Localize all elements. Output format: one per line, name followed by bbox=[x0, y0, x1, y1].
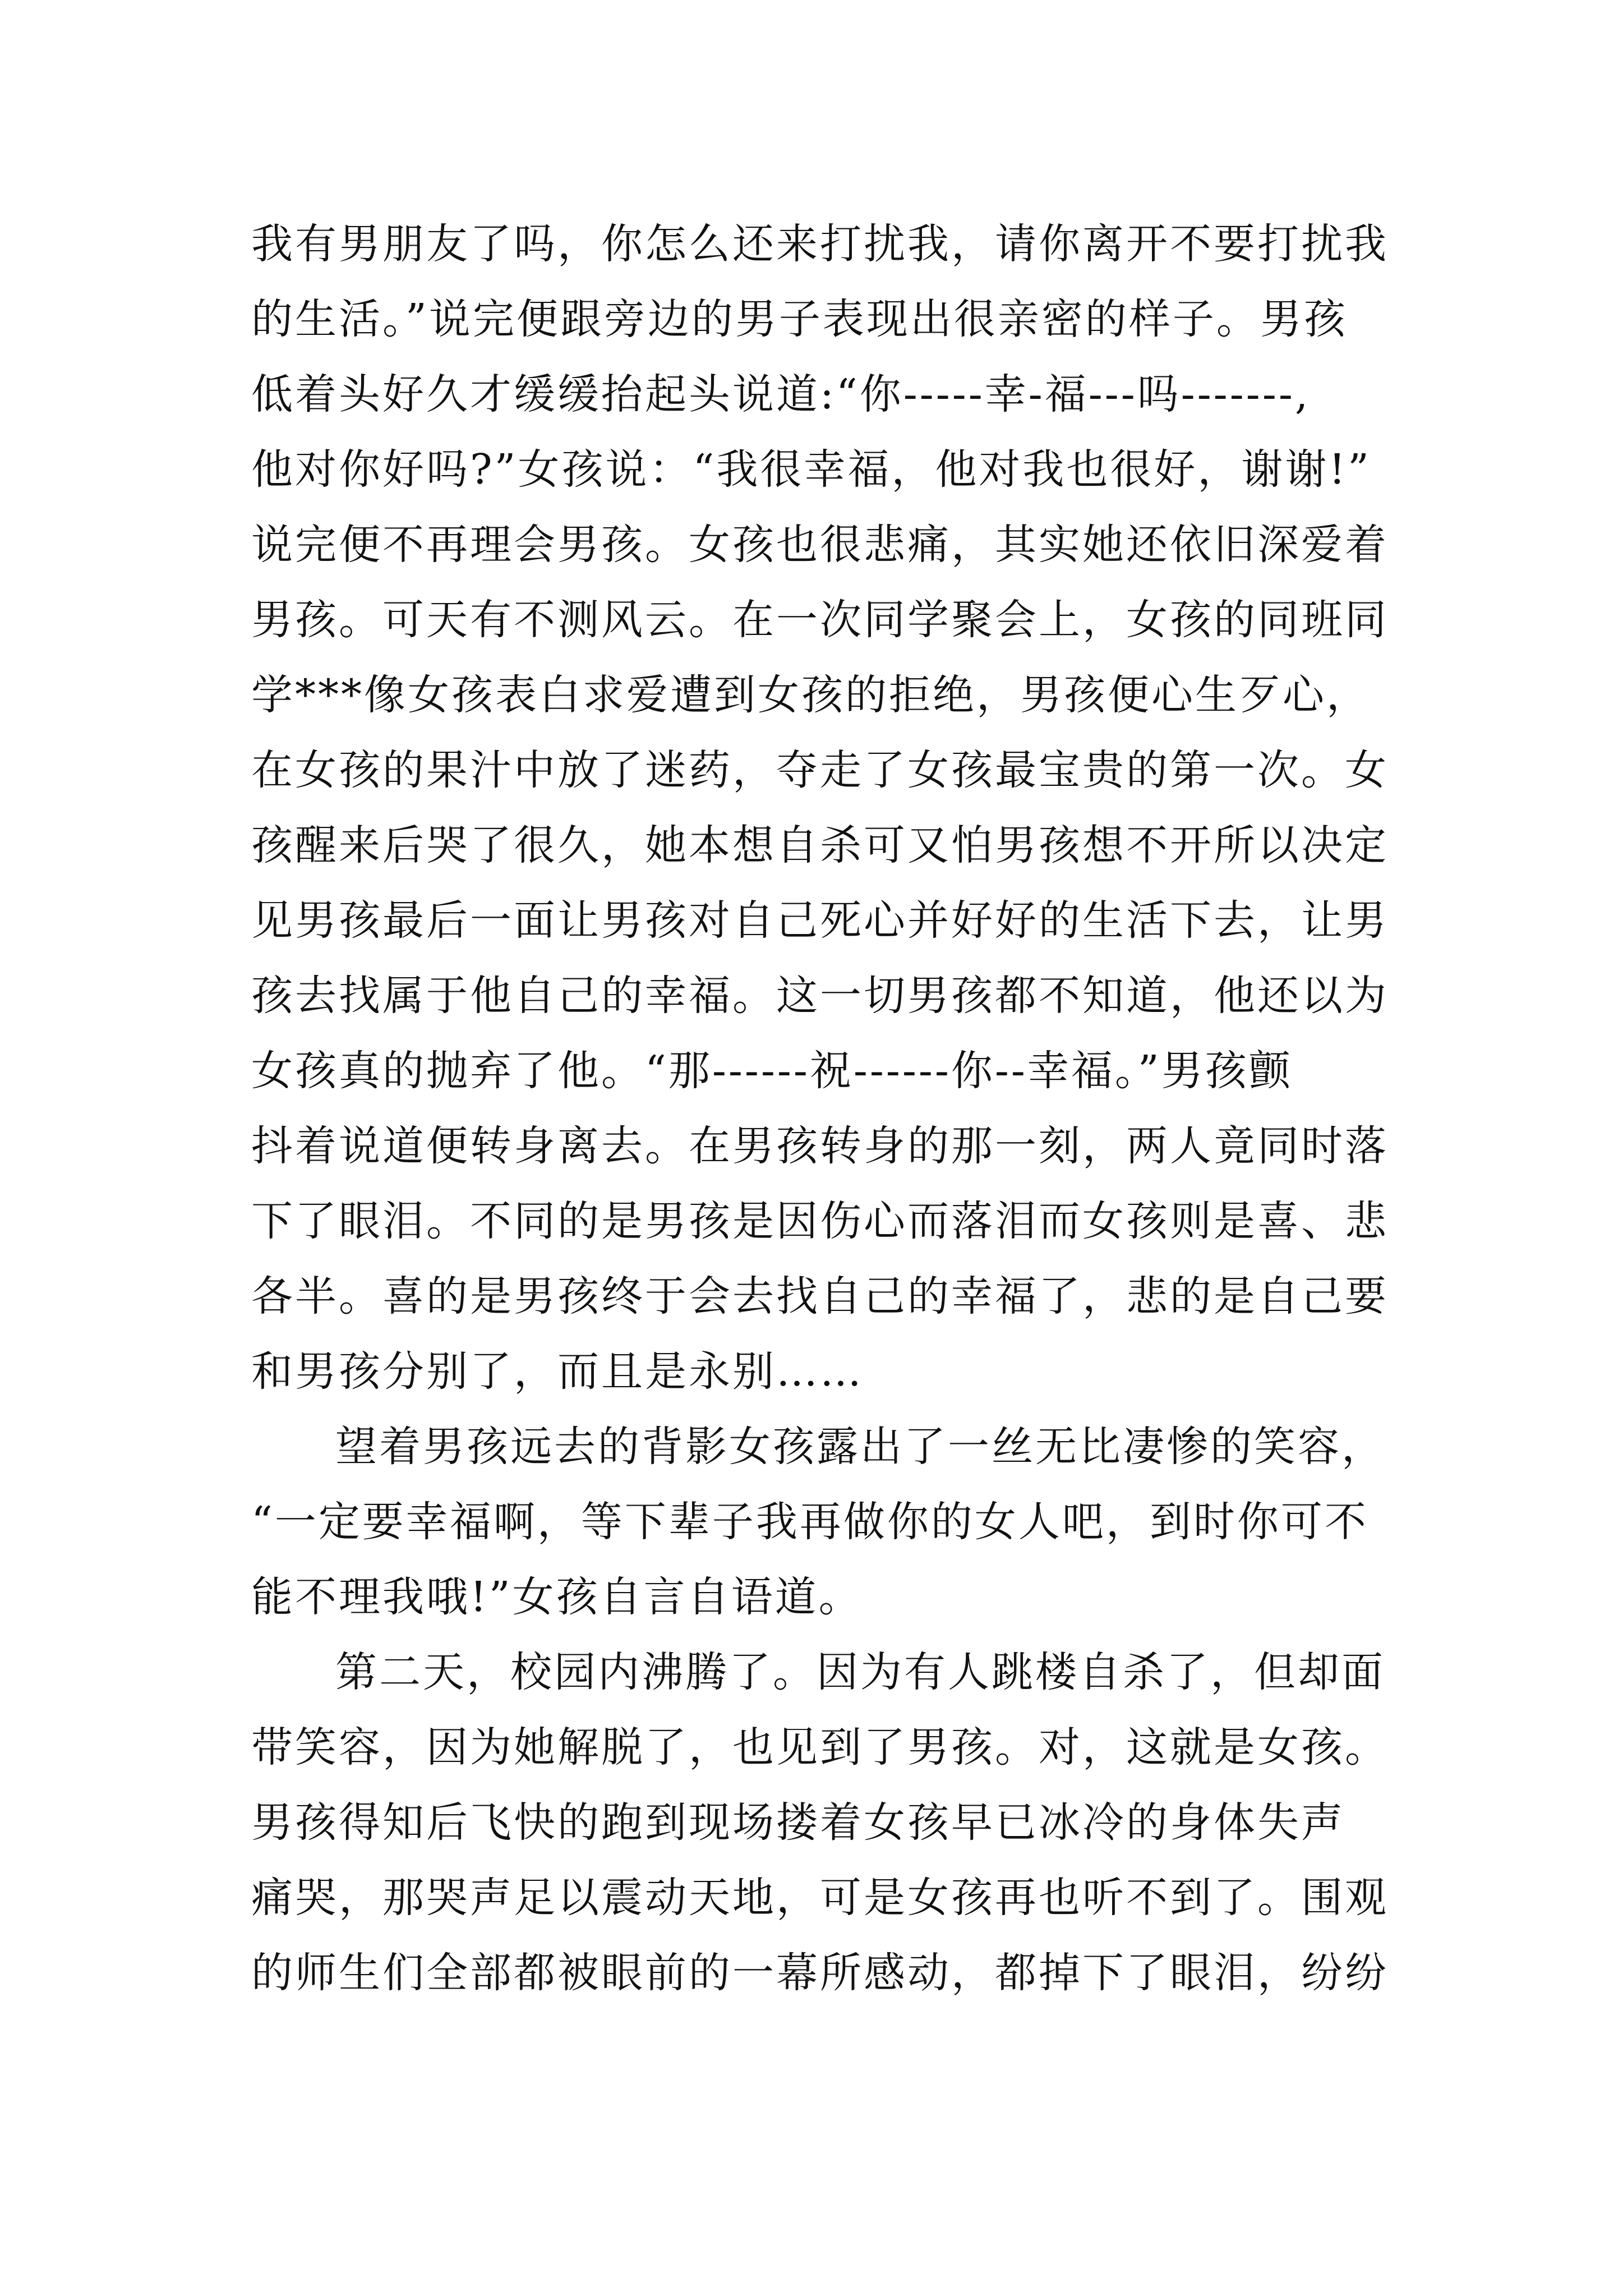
text-line: 在女孩的果汁中放了迷药，夺走了女孩最宝贵的第一次。女 bbox=[251, 746, 1389, 794]
text-line: 孩去找属于他自己的幸福。这一切男孩都不知道，他还以为 bbox=[251, 972, 1389, 1020]
text-line: 下了眼泪。不同的是男孩是因伤心而落泪而女孩则是喜、悲 bbox=[251, 1197, 1389, 1245]
text-line: 低着头好久才缓缓抬起头说道:“你-----幸-福---吗-------, bbox=[251, 370, 1311, 418]
text-line: 痛哭，那哭声足以震动天地，可是女孩再也听不到了。围观 bbox=[251, 1874, 1389, 1922]
text-line: 各半。喜的是男孩终于会去找自己的幸福了，悲的是自己要 bbox=[251, 1272, 1389, 1320]
text-line: 的生活。”说完便跟旁边的男子表现出很亲密的样子。男孩 bbox=[251, 295, 1348, 343]
text-line: 学***像女孩表白求爱遭到女孩的拒绝，男孩便心生歹心， bbox=[251, 671, 1370, 719]
text-line: 能不理我哦!”女孩自言自语道。 bbox=[251, 1573, 863, 1621]
text-line: “一定要幸福啊，等下辈子我再做你的女人吧，到时你可不 bbox=[251, 1498, 1368, 1546]
text-line: 带笑容，因为她解脱了，也见到了男孩。对，这就是女孩。 bbox=[251, 1723, 1389, 1772]
text-line: 见男孩最后一面让男孩对自己死心并好好的生活下去，让男 bbox=[251, 896, 1389, 945]
paragraph-start-line: 第二天，校园内沸腾了。因为有人跳楼自杀了，但却面 bbox=[335, 1648, 1385, 1696]
text-line: 女孩真的抛弃了他。“那------祝------你--幸福。”男孩颤 bbox=[251, 1047, 1293, 1095]
text-line: 男孩得知后飞快的跑到现场搂着女孩早已冰冷的身体失声 bbox=[251, 1798, 1345, 1847]
text-line: 抖着说道便转身离去。在男孩转身的那一刻，两人竟同时落 bbox=[251, 1122, 1389, 1170]
paragraph-start-line: 望着男孩远去的背影女孩露出了一丝无比凄惨的笑容， bbox=[335, 1423, 1385, 1471]
text-line: 我有男朋友了吗，你怎么还来打扰我，请你离开不要打扰我 bbox=[251, 220, 1389, 268]
text-line: 和男孩分别了，而且是永别…… bbox=[251, 1347, 864, 1396]
text-line: 的师生们全部都被眼前的一幕所感动，都掉下了眼泪，纷纷 bbox=[251, 1949, 1389, 1997]
text-line: 说完便不再理会男孩。女孩也很悲痛，其实她还依旧深爱着 bbox=[251, 521, 1389, 569]
text-line: 他对你好吗?”女孩说：“我很幸福，他对我也很好，谢谢!” bbox=[251, 445, 1371, 494]
text-line: 孩醒来后哭了很久，她本想自杀可又怕男孩想不开所以决定 bbox=[251, 821, 1389, 869]
story-text bbox=[251, 206, 1390, 2010]
text-line: 男孩。可天有不测风云。在一次同学聚会上，女孩的同班同 bbox=[251, 596, 1389, 644]
